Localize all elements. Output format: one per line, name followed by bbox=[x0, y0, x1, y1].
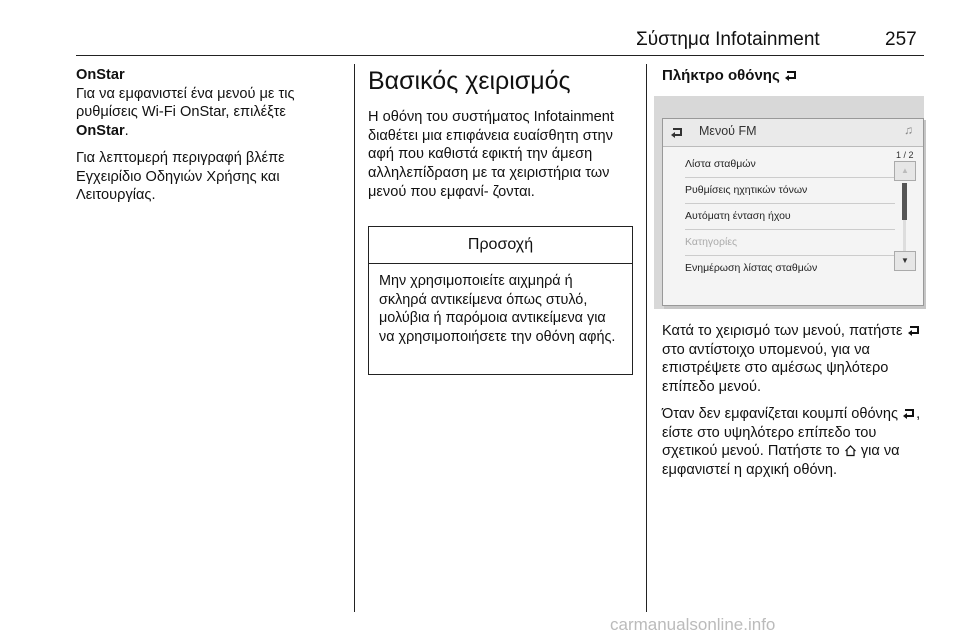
column-divider-left bbox=[354, 64, 355, 612]
onstar-menu-name: OnStar bbox=[76, 123, 125, 140]
fm-menu-title: Μενού FM bbox=[699, 124, 757, 138]
right-column-body bbox=[662, 322, 928, 488]
manual-reference-paragraph: Για λεπτομερή περιγραφή βλέπε Εγχειρίδιο Οδηγιών Χρήσης και Λειτουργίας. bbox=[76, 149, 285, 204]
caution-body: Μην χρησιμοποιείτε αιχμηρά ή σκληρά αντικείμενα όπως στυλό, μολύβια ή παρόμοια αντικείμενα για να χρησιμοποιήσετε την οθόνη αφής. bbox=[379, 273, 616, 345]
menu-item-update-station-list[interactable]: Ενημέρωση λίστας σταθμών bbox=[685, 262, 818, 274]
home-icon bbox=[844, 444, 857, 457]
menu-item-categories[interactable]: Κατηγορίες bbox=[685, 229, 895, 256]
screen-button-heading: Πλήκτρο οθόνης bbox=[662, 66, 924, 85]
scroll-down-button[interactable]: ▼ bbox=[894, 251, 916, 271]
fm-menu-screen bbox=[662, 118, 924, 306]
menu-item-tone-settings[interactable]: Ρυθμίσεις ηχητικών τόνων bbox=[685, 177, 895, 204]
onstar-paragraph: Για να εμφανιστεί ένα μενού με τις ρυθμίσεις Wi-Fi OnStar, επιλέξτε OnStar. bbox=[76, 85, 295, 140]
header-rule bbox=[76, 55, 924, 56]
menu-item-station-list[interactable]: Λίστα σταθμών bbox=[685, 151, 895, 178]
right-column-heading-block bbox=[662, 66, 924, 93]
fm-menu-header bbox=[663, 119, 923, 147]
caution-box bbox=[368, 226, 633, 375]
basic-operation-heading: Βασικός χειρισμός bbox=[368, 67, 571, 95]
back-arrow-icon[interactable] bbox=[669, 127, 685, 138]
onstar-heading: OnStar bbox=[76, 67, 125, 83]
menu-item-auto-volume[interactable]: Αυτόματη ένταση ήχου bbox=[685, 203, 895, 230]
page-indicator: 1 / 2 bbox=[896, 150, 914, 160]
back-arrow-icon bbox=[784, 70, 798, 81]
middle-column bbox=[368, 66, 638, 210]
top-level-paragraph: Όταν δεν εμφανίζεται κουμπί οθόνης , είστε στο υψηλότερο επίπεδο του σχετικού μενού. Πατήστε το για να εμφανιστεί η αρχική οθόνη. bbox=[662, 405, 921, 478]
page-number: 257 bbox=[885, 29, 917, 50]
watermark-footer: carmanualsonline.info bbox=[610, 615, 776, 634]
touchscreen-paragraph: Η οθόνη του συστήματος Infotainment διαθέτει μια επιφάνεια ευαίσθητη στην αφή που καθιστά εφικτή την άμεση αλληλεπίδραση με τα χειριστήρια των μενού που εμφανί- ζονται. bbox=[368, 109, 614, 200]
left-column bbox=[76, 66, 338, 213]
column-divider-right bbox=[646, 64, 647, 612]
caution-title: Προσοχή bbox=[369, 227, 632, 264]
back-button-paragraph: Κατά το χειρισμό των μενού, πατήστε στο αντίστοιχο υπομενού, για να επιστρέψετε στο αμέσως ψηλότερο επίπεδο μενού. bbox=[662, 322, 928, 397]
music-note-icon: ♫ bbox=[904, 123, 913, 137]
back-arrow-icon bbox=[902, 408, 916, 419]
page-header-title: Σύστημα Infotainment bbox=[636, 29, 820, 50]
scrollbar-thumb[interactable] bbox=[902, 183, 907, 220]
scroll-up-button[interactable]: ▲ bbox=[894, 161, 916, 181]
back-arrow-icon bbox=[907, 325, 921, 336]
